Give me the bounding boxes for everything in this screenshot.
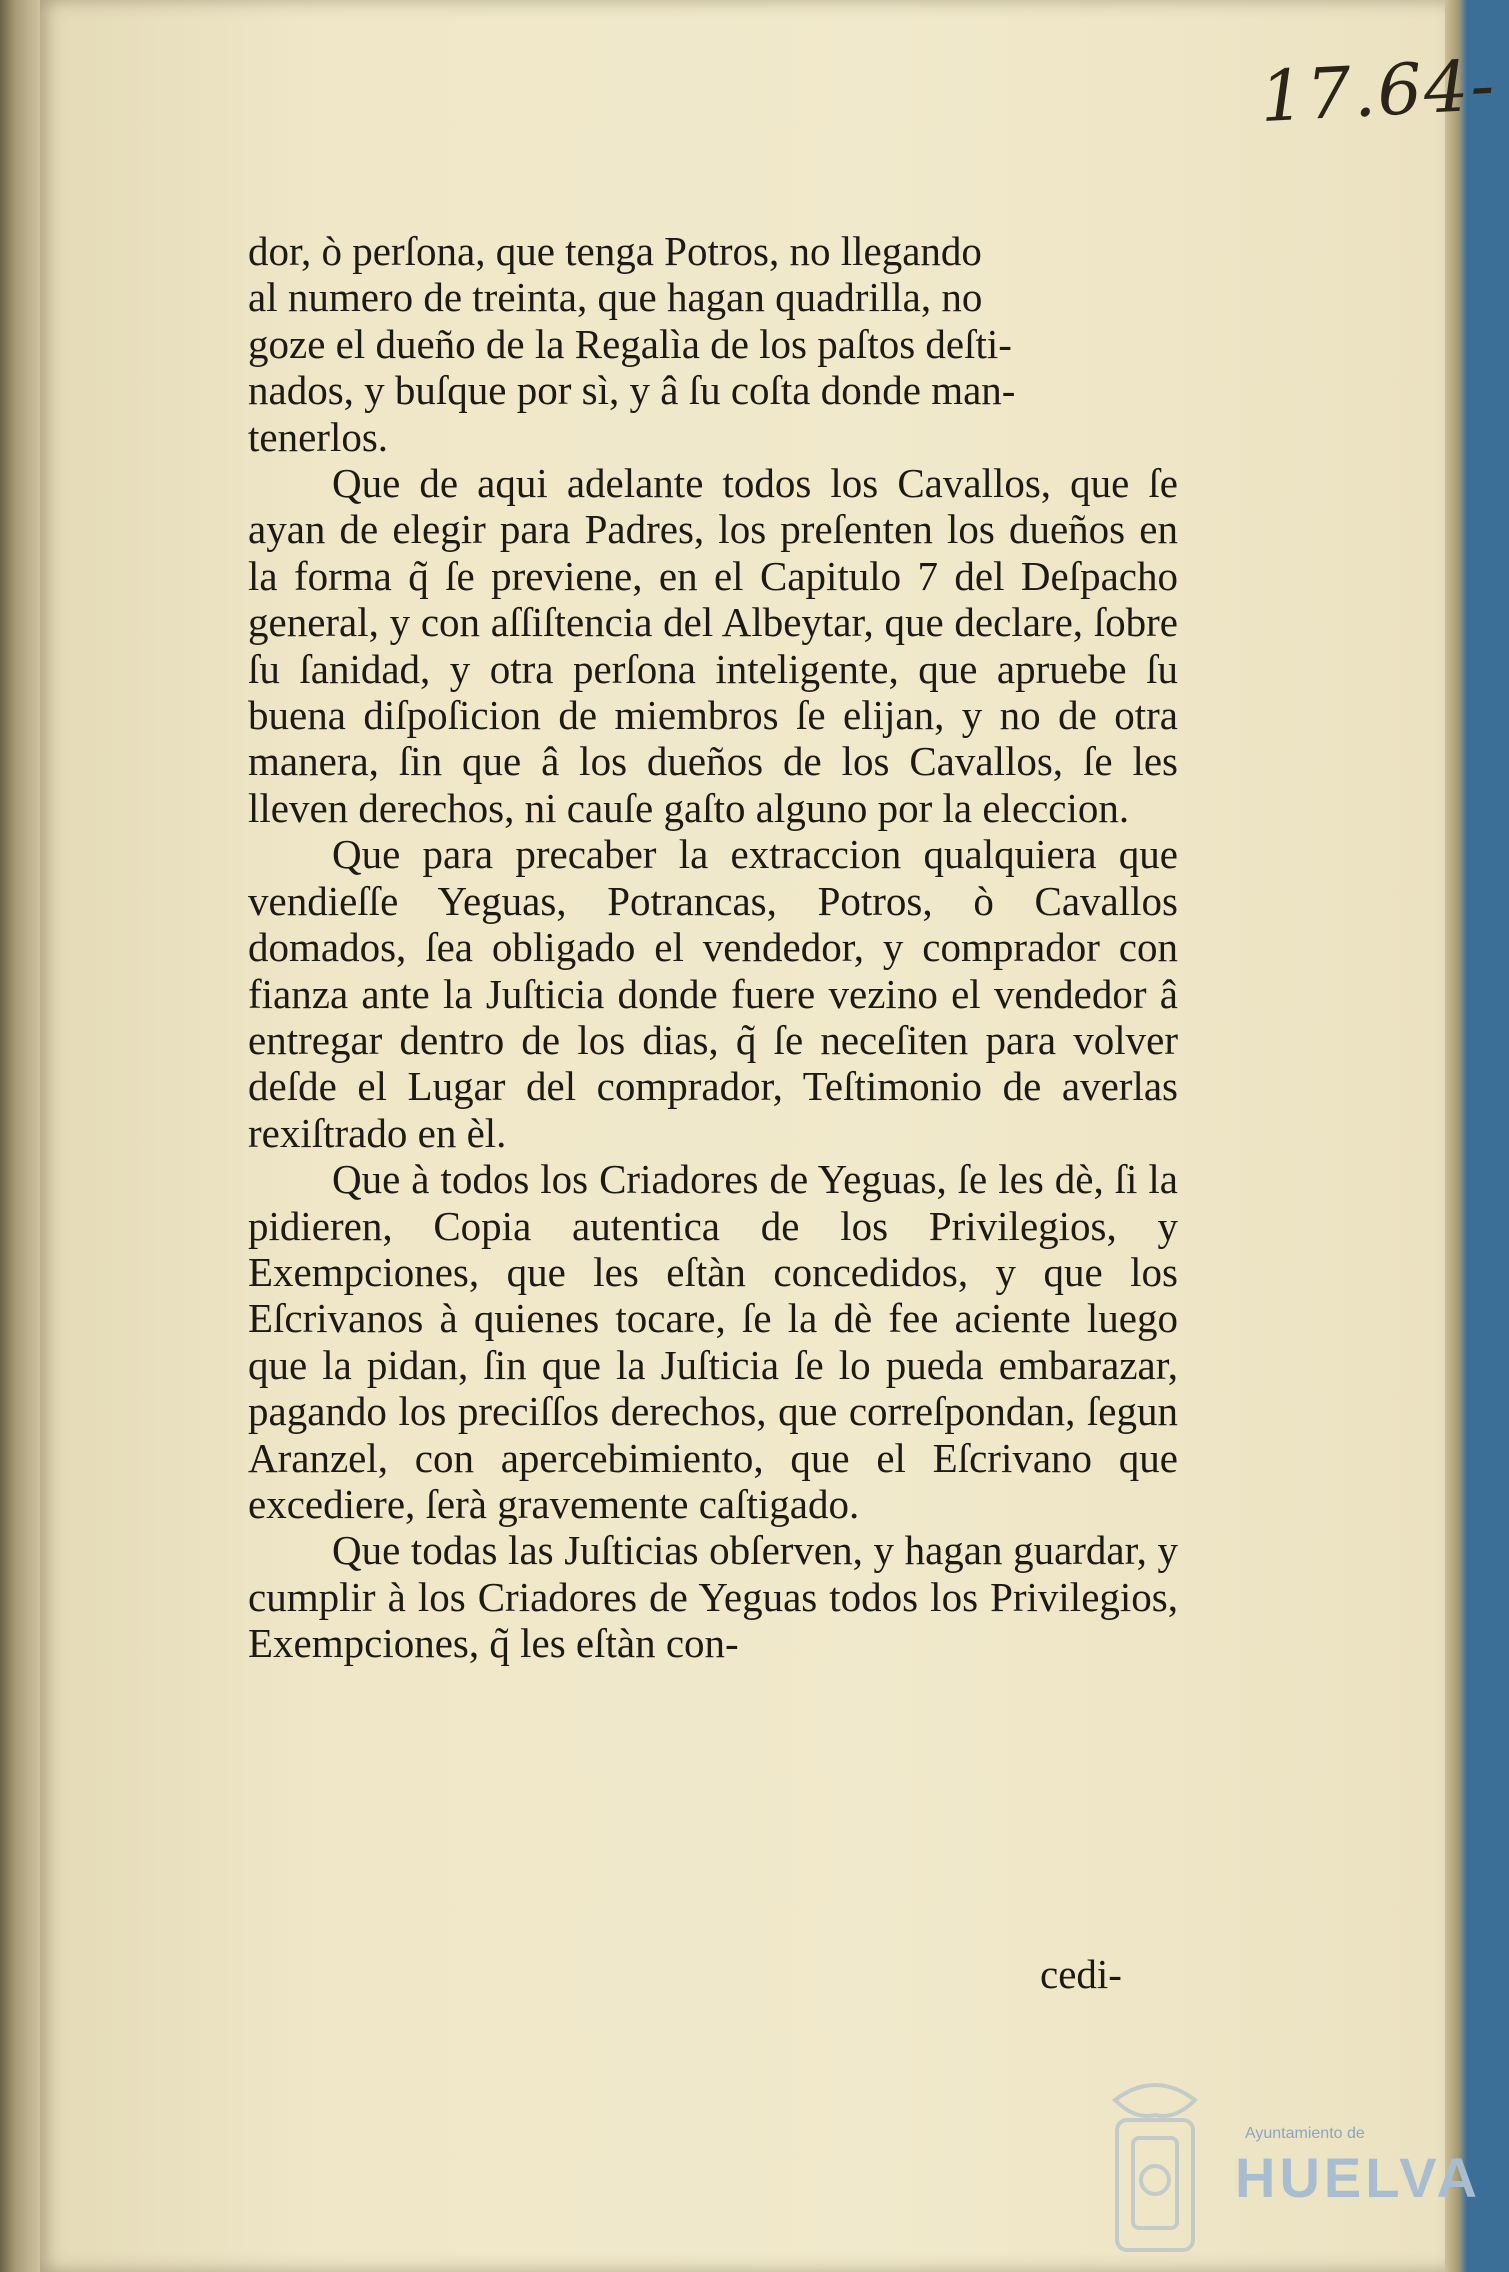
text-line: nados, y buſque por sì, y â ſu coſta donde man- <box>248 367 1016 414</box>
paragraph-justicias: Que todas las Juſticias obſerven, y hagan guardar, y cumplir à los Criadores de Yeguas todos los Privilegios, Exempciones, q̃ les eſtàn con- <box>248 1527 1178 1667</box>
watermark-label: Ayuntamiento de <box>1245 2125 1365 2142</box>
page-edge <box>1445 0 1467 2272</box>
folio-number: 17.64- <box>1258 43 1499 139</box>
text-line: goze el dueño de la Regalìa de los paſtos deſti- <box>248 320 1012 367</box>
paragraph-privilegios: Que à todos los Criadores de Yeguas, ſe les dè, ſi la pidieren, Copia autentica de los Privilegios, y Exempciones, que les eſtàn concedidos, y que los Eſcrivanos à quienes tocare, ſe la dè fee aciente luego que la pidan, ſin que la Juſticia ſe lo pueda embarazar, pagando los preciſſos derechos, que correſpondan, ſegun Aranzel, con apercebimiento, que el Eſcrivano que excediere, ſerà gravemente caſtigado. <box>248 1156 1178 1527</box>
text-line: tenerlos. <box>248 413 389 460</box>
catchword: cedi- <box>1040 1951 1122 1997</box>
document-body <box>248 228 1178 1667</box>
watermark-city: HUELVA <box>1235 2146 1481 2209</box>
text-line: al numero de treinta, que hagan quadrilla, no <box>248 274 983 321</box>
left-page-edge <box>0 0 40 2272</box>
paragraph-padres: Que de aqui adelante todos los Cavallos, que ſe ayan de elegir para Padres, los preſenten los dueños en la forma q̃ ſe previene, en el Capitulo 7 del Deſpacho general, y con aſſiſtencia del Albeytar, que declare, ſobre ſu ſanidad, y otra perſona inteligente, que apruebe ſu buena diſpoſicion de miembros ſe elijan, y no de otra manera, ſin que â los dueños de los Cavallos, ſe les lleven derechos, ni cauſe gaſto alguno por la eleccion. <box>248 460 1178 831</box>
paragraph-extraccion: Que para precaber la extraccion qualquiera que vendieſſe Yeguas, Potrancas, Potros, ò Cavallos domados, ſea obligado el vendedor, y comprador con fianza ante la Juſticia donde fuere vezino el vendedor â entregar dentro de los dias, q̃ ſe neceſiten para volver deſde el Lugar del comprador, Teſtimonio de averlas rexiſtrado en èl. <box>248 831 1178 1156</box>
text-line: dor, ò perſona, que tenga Potros, no llegando <box>248 228 982 274</box>
